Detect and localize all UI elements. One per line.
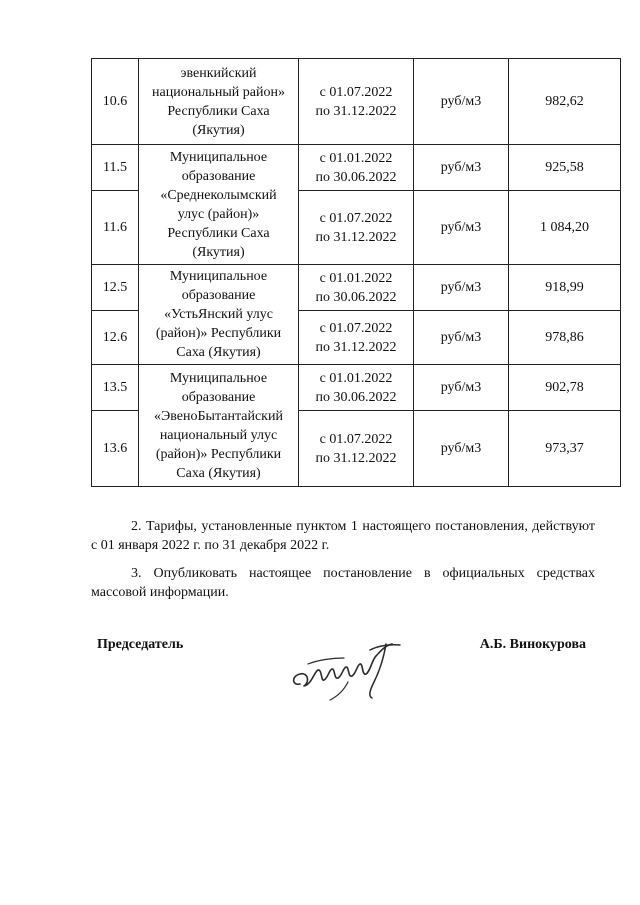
paragraph-publication: 3. Опубликовать настоящее постановление в официальных средствах массовой информации. [91, 566, 595, 600]
tariff-value: 925,58 [509, 145, 621, 191]
period-from: с 01.07.2022 [319, 84, 393, 100]
period-from: с 01.01.2022 [319, 150, 393, 166]
row-number: 11.6 [92, 191, 139, 265]
period-cell [299, 59, 414, 145]
unit-cell: руб/м3 [414, 265, 509, 311]
period-to: по 30.06.2022 [315, 389, 397, 405]
period-from: с 01.01.2022 [319, 270, 393, 286]
signatory-name: А.Б. Винокурова [479, 637, 586, 652]
tariff-value: 1 084,20 [509, 191, 621, 265]
period-from: с 01.01.2022 [319, 370, 393, 386]
period-from: с 01.07.2022 [319, 431, 393, 447]
period-to: по 30.06.2022 [315, 289, 397, 305]
tariff-value: 918,99 [509, 265, 621, 311]
municipality-line: Муниципальное [169, 269, 268, 284]
municipality-line: «ЭвеноБытантайский [154, 408, 283, 424]
municipality-line: «УстьЯнский улус [164, 307, 273, 322]
row-number: 13.6 [92, 411, 139, 487]
tariff-value: 982,62 [509, 59, 621, 145]
municipality-line: Муниципальное [169, 149, 268, 165]
unit-cell: руб/м3 [414, 191, 509, 265]
period-cell [299, 311, 414, 365]
municipality-line: образование [181, 288, 256, 303]
period-cell [299, 191, 414, 265]
row-number: 11.5 [92, 145, 139, 191]
unit-cell: руб/м3 [414, 59, 509, 145]
period-to: по 30.06.2022 [315, 169, 397, 185]
row-number: 10.6 [92, 59, 139, 145]
table-row [92, 59, 621, 145]
table-row [92, 265, 621, 311]
municipality-cell [139, 365, 299, 487]
tariff-value: 978,86 [509, 311, 621, 365]
municipality-line: «Среднеколымский [160, 187, 277, 203]
period-cell [299, 411, 414, 487]
municipality-line: Саха (Якутия) [176, 345, 261, 360]
municipality-cell [139, 145, 299, 265]
period-to: по 31.12.2022 [315, 450, 397, 466]
municipality-line: национальный район» [152, 84, 285, 100]
tariff-value: 902,78 [509, 365, 621, 411]
period-cell [299, 145, 414, 191]
unit-cell: руб/м3 [414, 311, 509, 365]
municipality-line: образование [181, 389, 256, 405]
municipality-cell [139, 265, 299, 365]
period-cell [299, 265, 414, 311]
municipality-line: эвенкийский [180, 65, 257, 81]
row-number: 12.5 [92, 265, 139, 311]
municipality-line: Саха (Якутия) [176, 465, 261, 481]
unit-cell: руб/м3 [414, 365, 509, 411]
municipality-line: (Якутия) [192, 244, 245, 260]
period-cell [299, 365, 414, 411]
municipality-line: образование [181, 168, 256, 184]
unit-cell: руб/м3 [414, 411, 509, 487]
municipality-line: (Якутия) [192, 122, 245, 138]
unit-cell: руб/м3 [414, 145, 509, 191]
period-from: с 01.07.2022 [319, 210, 393, 226]
period-to: по 31.12.2022 [315, 339, 397, 355]
municipality-line: улус (район)» [177, 206, 260, 222]
period-to: по 31.12.2022 [315, 103, 397, 119]
period-to: по 31.12.2022 [315, 229, 397, 245]
municipality-line: Муниципальное [169, 370, 268, 386]
table-row [92, 365, 621, 411]
handwritten-signature-icon [288, 636, 413, 706]
signatory-title: Председатель [97, 637, 184, 652]
paragraph-validity: 2. Тарифы, установленные пунктом 1 настоящего постановления, действуют с 01 января 2022 г. по 31 декабря 2022 г. [91, 519, 595, 553]
tariff-table [91, 58, 621, 487]
municipality-line: Республики Саха [167, 103, 270, 119]
row-number: 13.5 [92, 365, 139, 411]
municipality-line: (район)» Республики [155, 326, 282, 341]
tariff-value: 973,37 [509, 411, 621, 487]
row-number: 12.6 [92, 311, 139, 365]
table-row [92, 145, 621, 191]
municipality-line: Республики Саха [167, 225, 270, 241]
municipality-line: (район)» Республики [155, 446, 282, 462]
municipality-cell [139, 59, 299, 145]
municipality-line: национальный улус [159, 427, 278, 443]
period-from: с 01.07.2022 [319, 320, 393, 336]
